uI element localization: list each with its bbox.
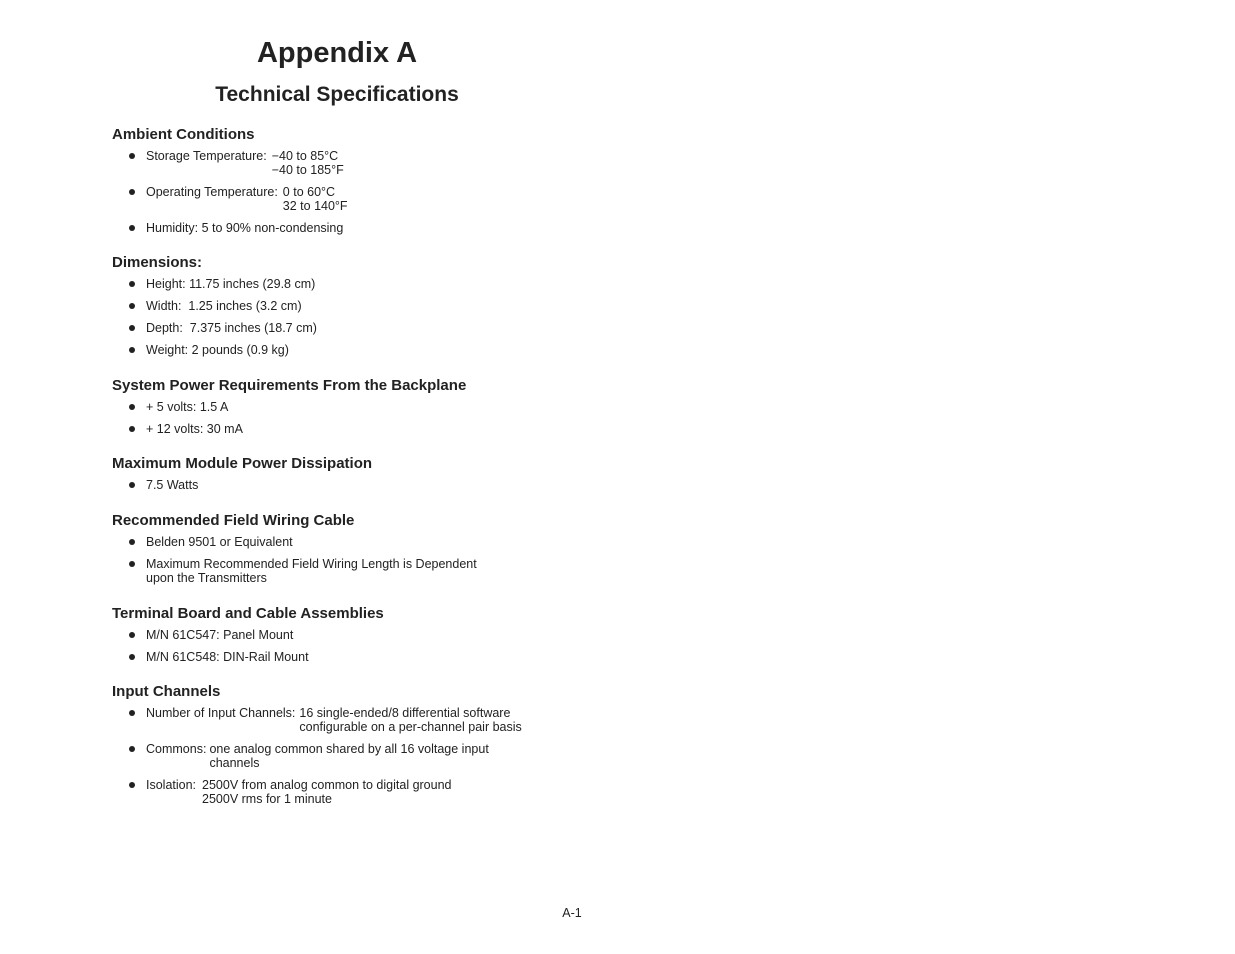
list-item-humidity: [112, 221, 582, 235]
section-system-power: [112, 376, 582, 436]
commons-label: Commons:: [146, 742, 207, 756]
section-power-dissipation: [112, 454, 582, 492]
depth-text: Depth: 7.375 inches (18.7 cm): [146, 321, 317, 335]
operating-temperature-celsius: 0 to 60°C: [282, 185, 336, 199]
bullet-icon: [129, 347, 135, 353]
list-item: [112, 321, 582, 335]
bullet-icon: [129, 654, 135, 660]
list-item: [112, 628, 582, 642]
width-text: Width: 1.25 inches (3.2 cm): [146, 299, 302, 313]
section-field-wiring-cable: [112, 511, 582, 585]
power-list: [112, 400, 582, 436]
section-ambient-conditions: [112, 125, 582, 235]
bullet-icon: [129, 153, 135, 159]
dimensions-list: [112, 277, 582, 357]
list-item: [112, 277, 582, 291]
list-item: [112, 400, 582, 414]
list-item-commons: [112, 742, 582, 770]
bullet-icon: [129, 225, 135, 231]
list-item: [112, 299, 582, 313]
bullet-icon: [129, 746, 135, 752]
cable-list: [112, 535, 582, 585]
height-text: Height: 11.75 inches (29.8 cm): [146, 277, 316, 291]
list-item-operating-temperature: [112, 185, 582, 213]
list-item-isolation: [112, 778, 582, 806]
bullet-icon: [129, 782, 135, 788]
list-item: [112, 422, 582, 436]
twelve-volt-text: + 12 volts: 30 mA: [146, 422, 243, 436]
bullet-icon: [129, 539, 135, 545]
list-item: [112, 535, 582, 549]
weight-text: Weight: 2 pounds (0.9 kg): [146, 343, 289, 357]
cable-type-text: Belden 9501 or Equivalent: [146, 535, 293, 549]
list-item: [112, 343, 582, 357]
din-rail-mount-text: M/N 61C548: DIN-Rail Mount: [146, 650, 309, 664]
bullet-icon: [129, 561, 135, 567]
operating-temperature-label: Operating Temperature:: [146, 185, 278, 199]
section-dimensions: [112, 253, 582, 357]
humidity-text: Humidity: 5 to 90% non-condensing: [146, 221, 344, 235]
bullet-icon: [129, 482, 135, 488]
panel-mount-text: M/N 61C547: Panel Mount: [146, 628, 294, 642]
page-number: A-1: [562, 906, 582, 920]
input-list: [112, 706, 582, 806]
bullet-icon: [129, 303, 135, 309]
page-subtitle: Technical Specifications: [215, 83, 459, 106]
watts-text: 7.5 Watts: [146, 478, 199, 492]
isolation-label: Isolation:: [146, 778, 197, 792]
terminal-list: [112, 628, 582, 664]
isolation-value: 2500V from analog common to digital ground: [202, 778, 452, 792]
wiring-length-text-continued: upon the Transmitters: [146, 571, 267, 585]
input-channels-label: Number of Input Channels:: [146, 706, 296, 720]
bullet-icon: [129, 281, 135, 287]
section-heading: Ambient Conditions: [112, 126, 255, 143]
list-item: [112, 478, 582, 492]
bullet-icon: [129, 710, 135, 716]
section-terminal-board: [112, 604, 582, 664]
bullet-icon: [129, 426, 135, 432]
commons-value: one analog common shared by all 16 voltage input: [209, 742, 489, 756]
ambient-list: [112, 149, 582, 235]
isolation-value-continued: 2500V rms for 1 minute: [202, 792, 332, 806]
spec-content: [112, 125, 582, 814]
five-volt-text: + 5 volts: 1.5 A: [146, 400, 229, 414]
input-channels-value-continued: configurable on a per-channel pair basis: [299, 720, 522, 734]
list-item-storage-temperature: [112, 149, 582, 177]
section-heading: Recommended Field Wiring Cable: [112, 512, 355, 529]
bullet-icon: [129, 404, 135, 410]
dissipation-list: [112, 478, 582, 492]
bullet-icon: [129, 325, 135, 331]
wiring-length-text: Maximum Recommended Field Wiring Length is Dependent: [146, 557, 477, 571]
list-item-input-channels: [112, 706, 582, 734]
bullet-icon: [129, 189, 135, 195]
bullet-icon: [129, 632, 135, 638]
section-heading: Dimensions:: [112, 254, 203, 271]
storage-temperature-fahrenheit: −40 to 185°F: [271, 163, 344, 177]
section-heading: Input Channels: [112, 683, 221, 700]
storage-temperature-celsius: −40 to 85°C: [271, 149, 339, 163]
page-title: Appendix A: [256, 37, 418, 69]
list-item: [112, 557, 582, 585]
operating-temperature-fahrenheit: 32 to 140°F: [282, 199, 348, 213]
list-item: [112, 650, 582, 664]
commons-value-continued: channels: [209, 756, 260, 770]
section-heading: System Power Requirements From the Backplane: [112, 377, 467, 394]
section-heading: Maximum Module Power Dissipation: [112, 455, 373, 472]
section-input-channels: [112, 682, 582, 806]
input-channels-value: 16 single-ended/8 differential software: [299, 706, 511, 720]
storage-temperature-label: Storage Temperature:: [146, 149, 267, 163]
section-heading: Terminal Board and Cable Assemblies: [112, 605, 384, 622]
